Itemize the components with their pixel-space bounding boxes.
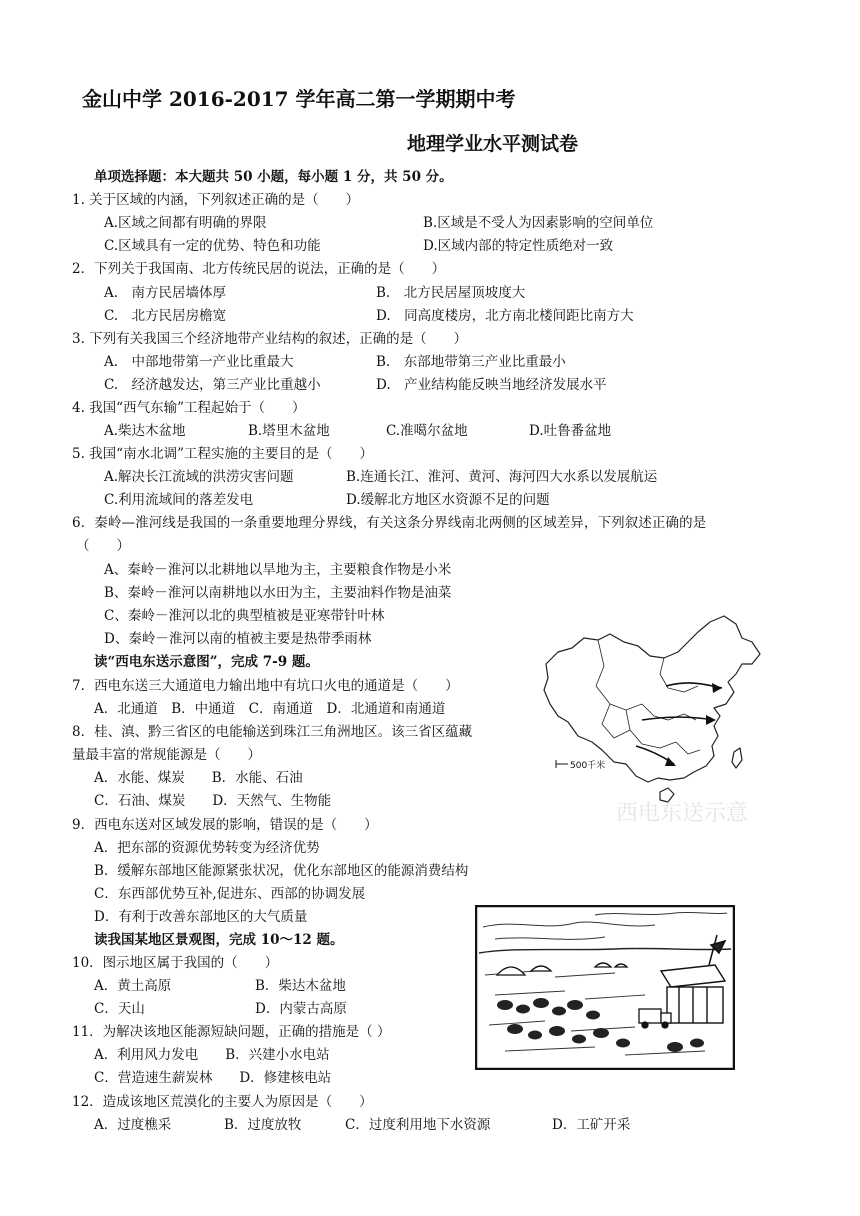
q1-stem: 1. 关于区域的内涵，下列叙述正确的是（ ） <box>72 192 360 208</box>
exam-title: 金山中学 2016-2017 学年高二第一学期期中考 <box>82 87 516 111</box>
q6-stem: 6．秦岭—淮河线是我国的一条重要地理分界线，有关这条分界线南北两侧的区域差异，下列叙述正确的是 <box>72 515 707 531</box>
west-east-power-map <box>538 612 778 830</box>
q12-option-d: D．工矿开采 <box>552 1117 631 1133</box>
q5-option-c: C.利用流域间的落差发电 <box>104 492 254 508</box>
q5-stem: 5. 我国“南水北调”工程实施的主要目的是（ ） <box>72 446 373 462</box>
q2-option-b: B. 北方民居屋顶坡度大 <box>376 285 526 301</box>
q2-option-a: A. 南方民居墙体厚 <box>104 285 227 301</box>
q5-option-b: B.连通长江、淮河、黄河、海河四大水系以发展航运 <box>346 469 658 485</box>
q12-option-a: A．过度樵采 <box>94 1117 172 1133</box>
q11-stem: 11．为解决该地区能源短缺问题，正确的措施是（ ） <box>72 1024 391 1040</box>
q6-paren: （ ） <box>76 538 130 554</box>
q1-option-b: B.区域是不受人为因素影响的空间单位 <box>423 215 654 231</box>
q1-option-c: C.区域具有一定的优势、特色和功能 <box>104 238 321 254</box>
q6-option-b: B、秦岭－淮河以南耕地以水田为主，主要油料作物是油菜 <box>104 585 452 601</box>
middle-channel-arrow <box>642 717 714 720</box>
q5-option-a: A.解决长江流域的洪涝灾害问题 <box>104 469 294 485</box>
q2-stem: 2．下列关于我国南、北方传统民居的说法，正确的是（ ） <box>72 261 446 277</box>
exam-subtitle: 地理学业水平测试卷 <box>407 133 579 155</box>
q6-option-a: A、秦岭－淮河以北耕地以旱地为主，主要粮食作物是小米 <box>104 562 452 578</box>
q11-options-ab: A．利用风力发电 B．兴建小水电站 <box>94 1047 330 1063</box>
section-heading: 单项选择题：本大题共 50 小题，每小题 1 分，共 50 分。 <box>94 169 453 185</box>
q3-option-d: D. 产业结构能反映当地经济发展水平 <box>376 377 607 393</box>
q8-options-ab: A．水能、煤炭 B．水能、石油 <box>94 770 303 786</box>
hainan-island <box>660 788 674 802</box>
q9-option-b: B．缓解东部地区能源紧张状况，优化东部地区的能源消费结构 <box>94 863 469 879</box>
q7-options: A．北通道 B．中通道 C．南通道 D．北通道和南通道 <box>94 701 446 717</box>
map-faint-caption: 西电东送示意 <box>616 801 749 826</box>
q3-stem: 3. 下列有关我国三个经济地带产业结构的叙述，正确的是（ ） <box>72 331 468 347</box>
q1-option-a: A.区域之间都有明确的界限 <box>104 215 267 231</box>
q10-option-d: D．内蒙古高原 <box>255 1001 347 1017</box>
q6-option-d: D、秦岭－淮河以南的植被主要是热带季雨林 <box>104 631 372 647</box>
q3-option-b: B. 东部地带第三产业比重最小 <box>376 354 566 370</box>
q10-option-b: B．柴达木盆地 <box>255 978 346 994</box>
q9-option-a: A．把东部的资源优势转变为经济优势 <box>94 840 320 856</box>
q8-stem-continued: 量最丰富的常规能源是（ ） <box>72 747 261 763</box>
q1-option-d: D.区域内部的特定性质绝对一致 <box>423 238 614 254</box>
reading-prompt-map: 读“西电东送示意图”，完成 7-9 题。 <box>94 654 319 670</box>
map-scale-label: 500千米 <box>570 761 606 771</box>
china-outline <box>544 616 760 782</box>
q11-options-cd: C．营造速生薪炭林 D．修建核电站 <box>94 1070 332 1086</box>
q4-option-c: C.准噶尔盆地 <box>386 423 468 439</box>
q10-option-a: A．黄土高原 <box>94 978 172 994</box>
reading-prompt-landscape: 读我国某地区景观图，完成 10～12 题。 <box>94 932 344 948</box>
q8-stem: 8．桂、滇、黔三省区的电能输送到珠江三角洲地区。该三省区蕴藏 <box>72 724 473 740</box>
q5-option-d: D.缓解北方地区水资源不足的问题 <box>346 492 550 508</box>
q2-option-c: C. 北方民居房檐宽 <box>104 308 227 324</box>
map-scale-bar <box>556 760 568 768</box>
q9-stem: 9．西电东送对区域发展的影响，错误的是（ ） <box>72 817 378 833</box>
q12-stem: 12．造成该地区荒漠化的主要人为原因是（ ） <box>72 1094 373 1110</box>
q6-option-c: C、秦岭－淮河以北的典型植被是亚寒带针叶林 <box>104 608 385 624</box>
landscape-sketch <box>475 905 735 1070</box>
q12-option-c: C．过度利用地下水资源 <box>345 1117 491 1133</box>
q4-option-a: A.柴达木盆地 <box>104 423 186 439</box>
q12-option-b: B．过度放牧 <box>224 1117 302 1133</box>
taiwan-island <box>732 748 742 768</box>
q2-option-d: D. 同高度楼房，北方南北楼间距比南方大 <box>376 308 634 324</box>
q8-options-cd: C．石油、煤炭 D．天然气、生物能 <box>94 793 332 809</box>
q3-option-a: A. 中部地带第一产业比重最大 <box>104 354 294 370</box>
q3-option-c: C. 经济越发达，第三产业比重越小 <box>104 377 321 393</box>
q9-option-c: C．东西部优势互补,促进东、西部的协调发展 <box>94 886 366 902</box>
q10-option-c: C．天山 <box>94 1001 145 1017</box>
q9-option-d: D．有利于改善东部地区的大气质量 <box>94 909 308 925</box>
q4-option-d: D.吐鲁番盆地 <box>529 423 612 439</box>
q4-stem: 4. 我国“西气东输”工程起始于（ ） <box>72 400 306 416</box>
q4-option-b: B.塔里木盆地 <box>248 423 330 439</box>
q7-stem: 7．西电东送三大通道电力输出地中有坑口火电的通道是（ ） <box>72 678 459 694</box>
q10-stem: 10．图示地区属于我国的（ ） <box>72 955 279 971</box>
